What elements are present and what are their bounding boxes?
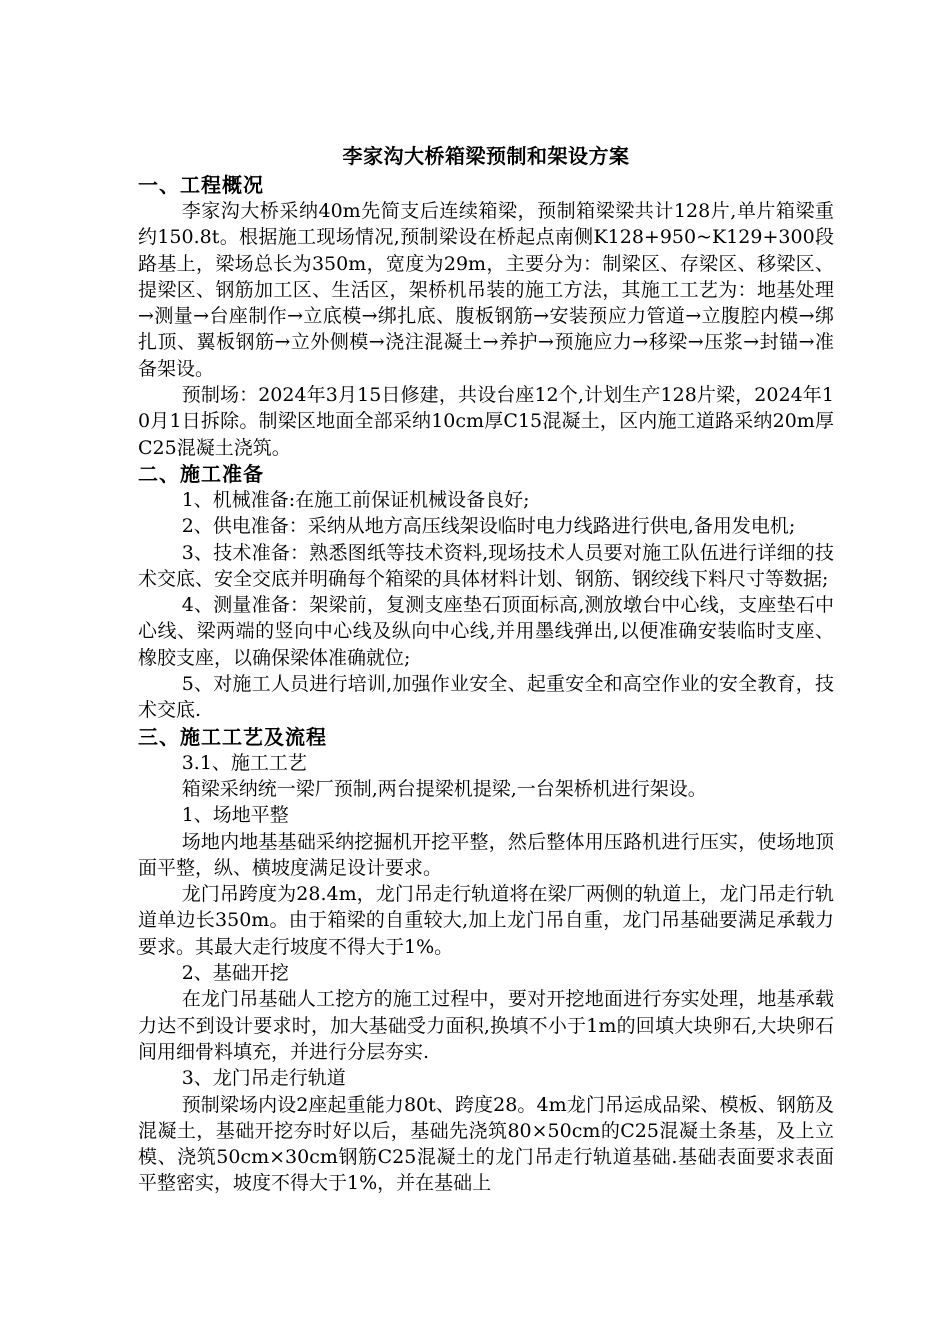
section-heading-preparation: 二、施工准备 (138, 461, 264, 486)
document-title: 李家沟大桥箱梁预制和架设方案 (342, 144, 630, 168)
subheading: 3、龙门吊走行轨道 (181, 1067, 346, 1090)
paragraph: 5、对施工人员进行培训,加强作业安全、起重安全和高空作业的安全教育，技术交底. (138, 673, 834, 722)
subheading: 1、场地平整 (181, 804, 289, 827)
paragraph: 预制梁场内设2座起重能力80t、跨度28。4m龙门吊运成品梁、模板、钢筋及混凝土，基础开挖夯时好以后，基础先浇筑80×50cm的C25混凝土条基，及上立模、浇筑50cm×30cm钢筋C25混凝土的龙门吊走行轨道基础.基础表面要求表面平整密实，坡度不得大于1%，并在基础上 (138, 1093, 834, 1195)
paragraph: 1、机械准备:在施工前保证机械设备良好; (181, 488, 530, 511)
paragraph: 在龙门吊基础人工挖方的施工过程中，要对开挖地面进行夯实处理，地基承载力达不到设计要求时，加大基础受力面积,换填不小于1m的回填大块卵石,大块卵石间用细骨料填充，并进行分层夯实. (138, 988, 834, 1063)
paragraph: 李家沟大桥采纳40m先简支后连续箱梁，预制箱梁梁共计128片,单片箱梁重约150.8t。根据施工现场情况,预制梁设在桥起点南侧K128+950~K129+300段路基上，梁场总长为350m，宽度为29m，主要分为：制梁区、存梁区、移梁区、提梁区、钢筋加工区、生活区，架桥机吊装的施工方法，其施工工艺为：地基处理→测量→台座制作→立底模→绑扎底、腹板钢筋→安装预应力管道→立腹腔内模→绑扎顶、翼板钢筋→立外侧模→浇注混凝土→养护→预施应力→移梁→压浆→封锚→准备架设。 (138, 200, 834, 380)
subheading: 2、基础开挖 (181, 962, 289, 985)
paragraph: 场地内地基基础采纳挖掘机开挖平整，然后整体用压路机进行压实，使场地顶面平整，纵、横坡度满足设计要求。 (138, 830, 834, 879)
subheading: 3.1、施工工艺 (181, 751, 307, 774)
section-heading-process: 三、施工工艺及流程 (138, 724, 327, 749)
paragraph: 龙门吊跨度为28.4m，龙门吊走行轨道将在梁厂两侧的轨道上，龙门吊走行轨道单边长350m。由于箱梁的自重较大,加上龙门吊自重，龙门吊基础要满足承载力要求。其最大走行坡度不得大于1%。 (138, 883, 834, 958)
paragraph: 2、供电准备：采纳从地方高压线架设临时电力线路进行供电,备用发电机; (181, 515, 796, 538)
paragraph: 箱梁采纳统一梁厂预制,两台提梁机提梁,一台架桥机进行架设。 (181, 777, 707, 800)
document-page (138, 140, 834, 1197)
section-heading-overview: 一、工程概况 (138, 173, 264, 197)
paragraph: 4、测量准备：架梁前，复测支座垫石顶面标高,测放墩台中心线，支座垫石中心线、梁两端的竖向中心线及纵向中心线,并用墨线弹出,以便准确安装临时支座、橡胶支座，以确保梁体准确就位; (138, 594, 834, 669)
paragraph: 3、技术准备：熟悉图纸等技术资料,现场技术人员要对施工队伍进行详细的技术交底、安全交底并明确每个箱梁的具体材料计划、钢筋、钢绞线下料尺寸等数据; (138, 541, 834, 590)
paragraph: 预制场：2024年3月15日修建，共设台座12个,计划生产128片梁，2024年10月1日拆除。制梁区地面全部采纳10cm厚C15混凝土，区内施工道路采纳20m厚C25混凝土浇筑。 (138, 384, 834, 459)
